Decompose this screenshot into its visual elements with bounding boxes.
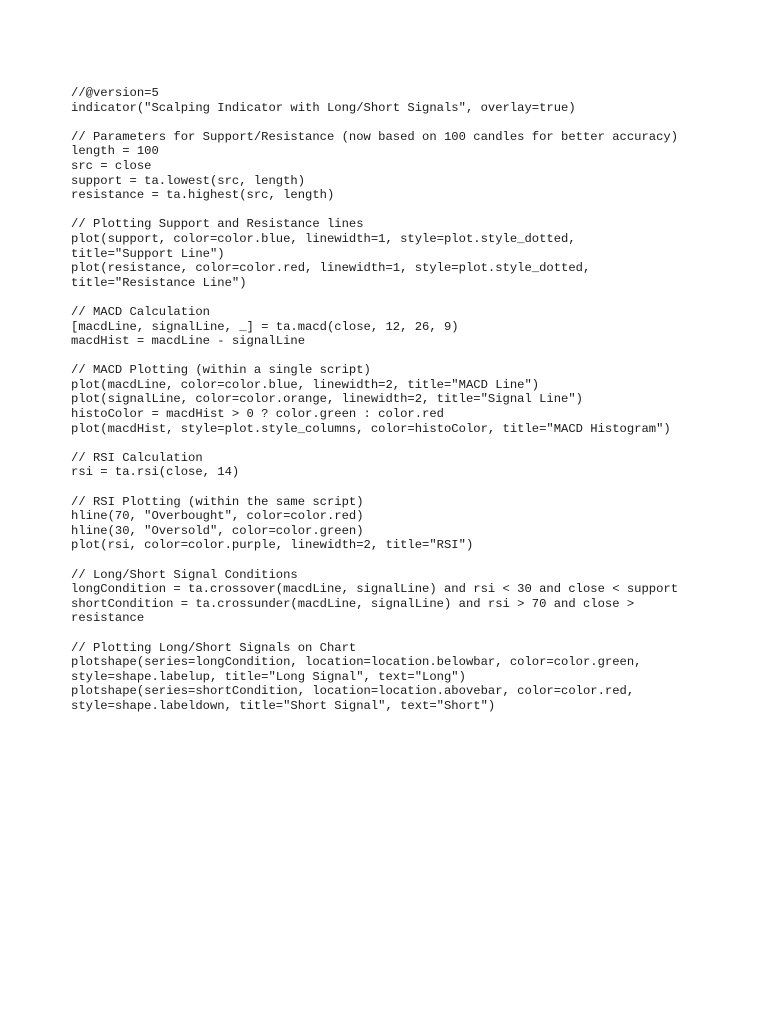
code-block	[71, 86, 751, 714]
code-line: src = close	[71, 158, 152, 173]
blank-line	[71, 290, 751, 305]
code-line: hline(70, "Overbought", color=color.red)	[71, 509, 364, 524]
code-line: // MACD Calculation	[71, 304, 210, 319]
code-line: plotshape(series=longCondition, location=location.belowbar, color=color.green,	[71, 655, 642, 670]
code-line: title="Resistance Line")	[71, 275, 247, 290]
blank-line	[71, 349, 751, 364]
code-line: //@version=5	[71, 86, 159, 100]
blank-line	[71, 203, 751, 218]
code-line: plot(rsi, color=color.purple, linewidth=2, title="RSI")	[71, 538, 474, 553]
code-line: longCondition = ta.crossover(macdLine, signalLine) and rsi < 30 and close < support	[71, 582, 679, 597]
code-line: plot(macdLine, color=color.blue, linewidth=2, title="MACD Line")	[71, 377, 540, 392]
code-line: plotshape(series=shortCondition, location=location.abovebar, color=color.red,	[71, 684, 635, 699]
code-line: histoColor = macdHist > 0 ? color.green : color.red	[71, 407, 444, 422]
code-line: support = ta.lowest(src, length)	[71, 173, 306, 188]
blank-line	[71, 115, 751, 130]
code-line: // Long/Short Signal Conditions	[71, 567, 298, 582]
code-line: resistance	[71, 611, 145, 626]
code-line: hline(30, "Oversold", color=color.green)	[71, 523, 364, 538]
code-line: title="Support Line")	[71, 246, 225, 261]
code-line: style=shape.labeldown, title="Short Signal", text="Short")	[71, 698, 496, 713]
code-line: // Plotting Support and Resistance lines	[71, 217, 364, 232]
code-line: shortCondition = ta.crossunder(macdLine, signalLine) and rsi > 70 and close >	[71, 596, 635, 611]
code-line: style=shape.labelup, title="Long Signal", text="Long")	[71, 669, 466, 684]
code-line: resistance = ta.highest(src, length)	[71, 188, 335, 203]
code-line: plot(signalLine, color=color.orange, linewidth=2, title="Signal Line")	[71, 392, 583, 407]
blank-line	[71, 480, 751, 495]
code-line: // Plotting Long/Short Signals on Chart	[71, 640, 357, 655]
code-line: plot(resistance, color=color.red, linewidth=1, style=plot.style_dotted,	[71, 261, 591, 276]
blank-line	[71, 553, 751, 568]
code-line: // MACD Plotting (within a single script)	[71, 363, 371, 378]
code-line: // RSI Calculation	[71, 450, 203, 465]
blank-line	[71, 626, 751, 641]
code-line: indicator("Scalping Indicator with Long/Short Signals", overlay=true)	[71, 100, 576, 115]
code-line: length = 100	[71, 144, 159, 159]
blank-line	[71, 436, 751, 451]
code-line: macdHist = macdLine - signalLine	[71, 334, 306, 349]
code-line: plot(support, color=color.blue, linewidth=1, style=plot.style_dotted,	[71, 231, 576, 246]
code-line: plot(macdHist, style=plot.style_columns, color=histoColor, title="MACD Histogram")	[71, 421, 671, 436]
code-line: [macdLine, signalLine, _] = ta.macd(close, 12, 26, 9)	[71, 319, 459, 334]
code-line: rsi = ta.rsi(close, 14)	[71, 465, 240, 480]
code-line: // Parameters for Support/Resistance (now based on 100 candles for better accuracy)	[71, 129, 679, 144]
code-line: // RSI Plotting (within the same script)	[71, 494, 364, 509]
